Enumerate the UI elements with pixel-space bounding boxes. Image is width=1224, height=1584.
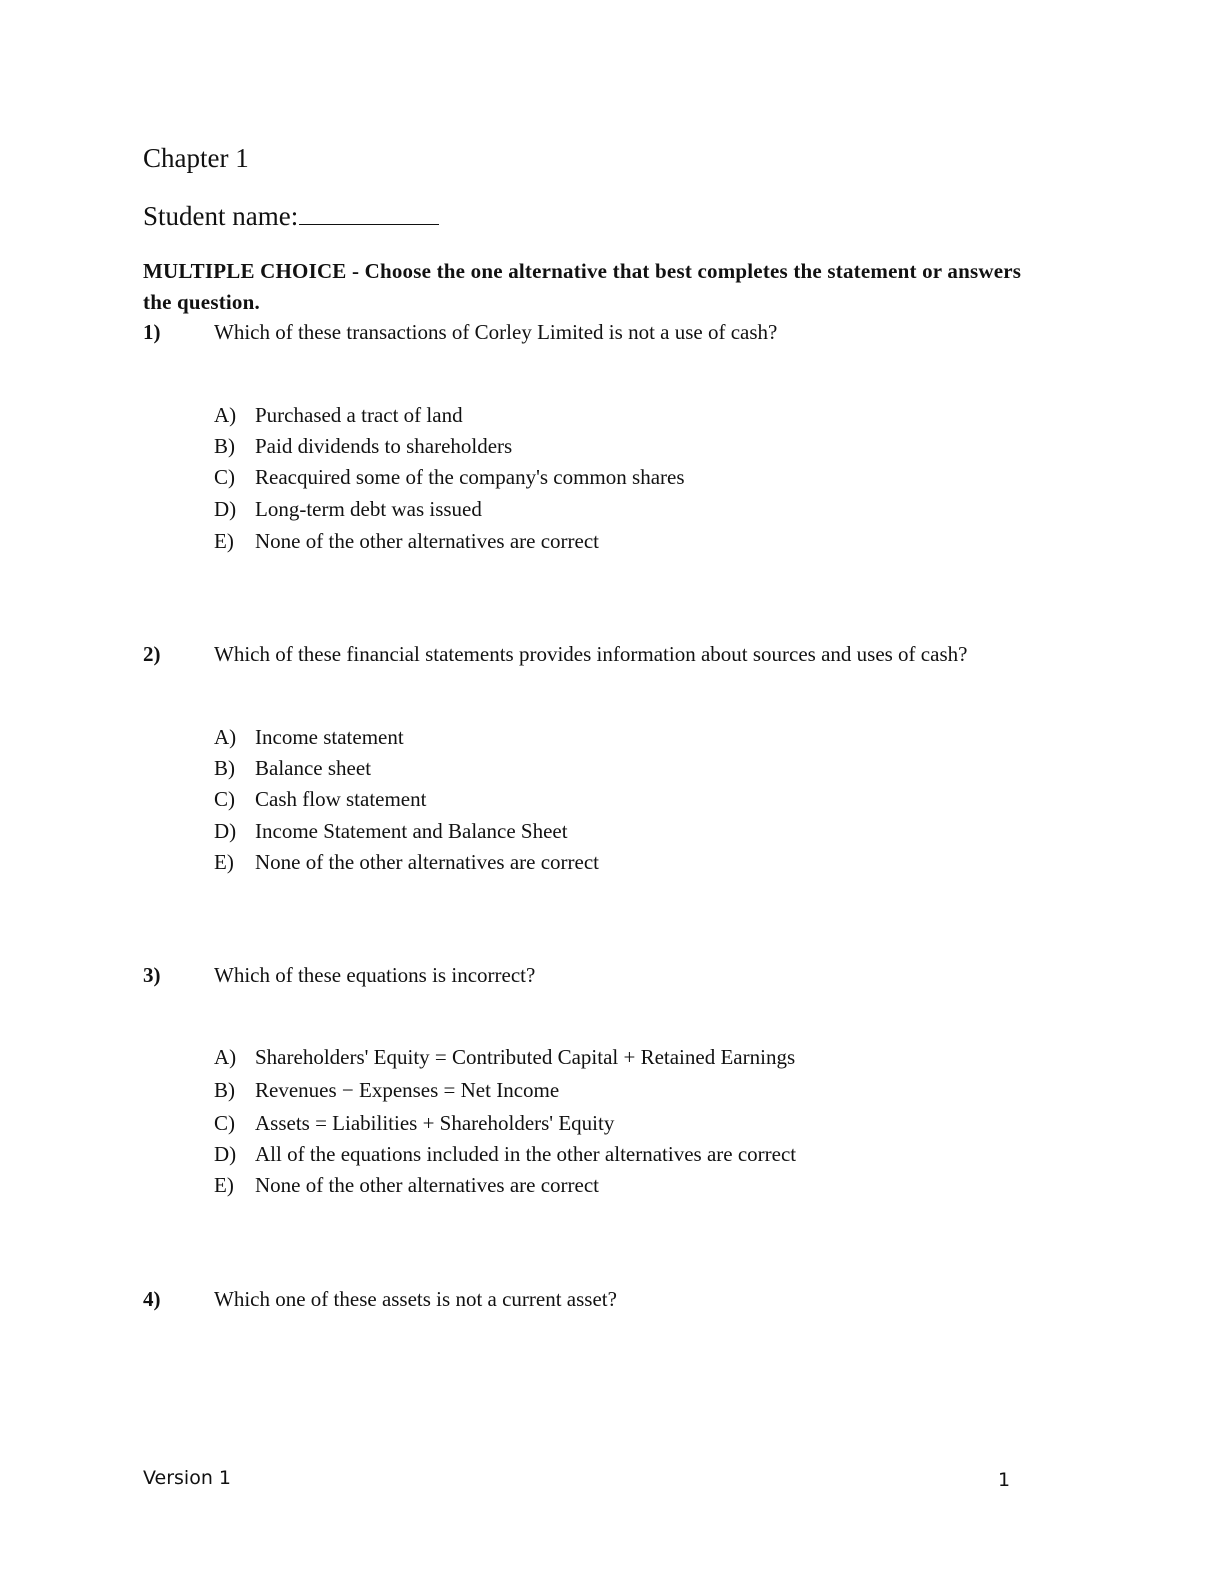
student-name-label: Student name: xyxy=(143,201,299,231)
instructions: MULTIPLE CHOICE - Choose the one alternative that best completes the statement or answers the question. xyxy=(143,259,1022,314)
option[interactable] xyxy=(214,722,404,752)
option-letter: B) xyxy=(214,756,235,780)
option-text: Income statement xyxy=(255,725,404,749)
student-name-row xyxy=(143,198,439,234)
option-text: Revenues − Expenses = Net Income xyxy=(255,1078,560,1102)
option-text: Shareholders' Equity = Contributed Capital + Retained Earnings xyxy=(255,1045,796,1069)
option[interactable] xyxy=(214,400,463,430)
option[interactable] xyxy=(214,847,599,877)
option[interactable] xyxy=(214,816,568,846)
option-letter: E) xyxy=(214,529,234,553)
question-number: 4) xyxy=(143,1287,161,1311)
question-text: Which of these equations is incorrect? xyxy=(214,963,536,987)
option[interactable] xyxy=(214,1075,559,1105)
option-letter: C) xyxy=(214,787,235,811)
option-text: Paid dividends to shareholders xyxy=(255,434,513,458)
option-letter: E) xyxy=(214,850,234,874)
option-text: Long-term debt was issued xyxy=(255,497,482,521)
option-letter: C) xyxy=(214,465,235,489)
option[interactable] xyxy=(214,462,685,492)
question-number: 2) xyxy=(143,642,161,666)
option-text: None of the other alternatives are correct xyxy=(255,1173,599,1197)
question-text: Which of these financial statements provides information about sources and uses of cash? xyxy=(214,642,968,666)
option-text: Cash flow statement xyxy=(255,787,427,811)
option-text: Reacquired some of the company's common shares xyxy=(255,465,685,489)
option-letter: E) xyxy=(214,1173,234,1197)
option[interactable] xyxy=(214,1108,614,1138)
option-letter: D) xyxy=(214,1142,237,1166)
chapter-title: Chapter 1 xyxy=(143,143,249,173)
option[interactable] xyxy=(214,1170,599,1200)
option[interactable] xyxy=(214,753,371,783)
option[interactable] xyxy=(214,431,512,461)
option-text: Purchased a tract of land xyxy=(255,403,463,427)
question-text: Which of these transactions of Corley Limited is not a use of cash? xyxy=(214,320,778,344)
option-text: None of the other alternatives are correct xyxy=(255,529,599,553)
option-text: Balance sheet xyxy=(255,756,372,780)
footer-version: Version 1 xyxy=(143,1467,231,1489)
option-text: None of the other alternatives are correct xyxy=(255,850,599,874)
option-letter: D) xyxy=(214,819,237,843)
option-letter: D) xyxy=(214,497,237,521)
question-text: Which one of these assets is not a current asset? xyxy=(214,1287,617,1311)
option-text: All of the equations included in the other alternatives are correct xyxy=(255,1142,797,1166)
student-name-blank[interactable] xyxy=(299,202,439,225)
question-number: 3) xyxy=(143,963,161,987)
option-letter: A) xyxy=(214,725,237,749)
option[interactable] xyxy=(214,1042,795,1072)
footer-page-number: 1 xyxy=(998,1469,1011,1491)
option-letter: B) xyxy=(214,1078,235,1102)
option-letter: A) xyxy=(214,403,237,427)
question-number: 1) xyxy=(143,320,161,344)
option[interactable] xyxy=(214,494,482,524)
option[interactable] xyxy=(214,1139,796,1169)
option-text: Income Statement and Balance Sheet xyxy=(255,819,568,843)
option-letter: A) xyxy=(214,1045,237,1069)
option-letter: B) xyxy=(214,434,235,458)
option[interactable] xyxy=(214,526,599,556)
option[interactable] xyxy=(214,784,426,814)
option-text: Assets = Liabilities + Shareholders' Equity xyxy=(255,1111,615,1135)
option-letter: C) xyxy=(214,1111,235,1135)
